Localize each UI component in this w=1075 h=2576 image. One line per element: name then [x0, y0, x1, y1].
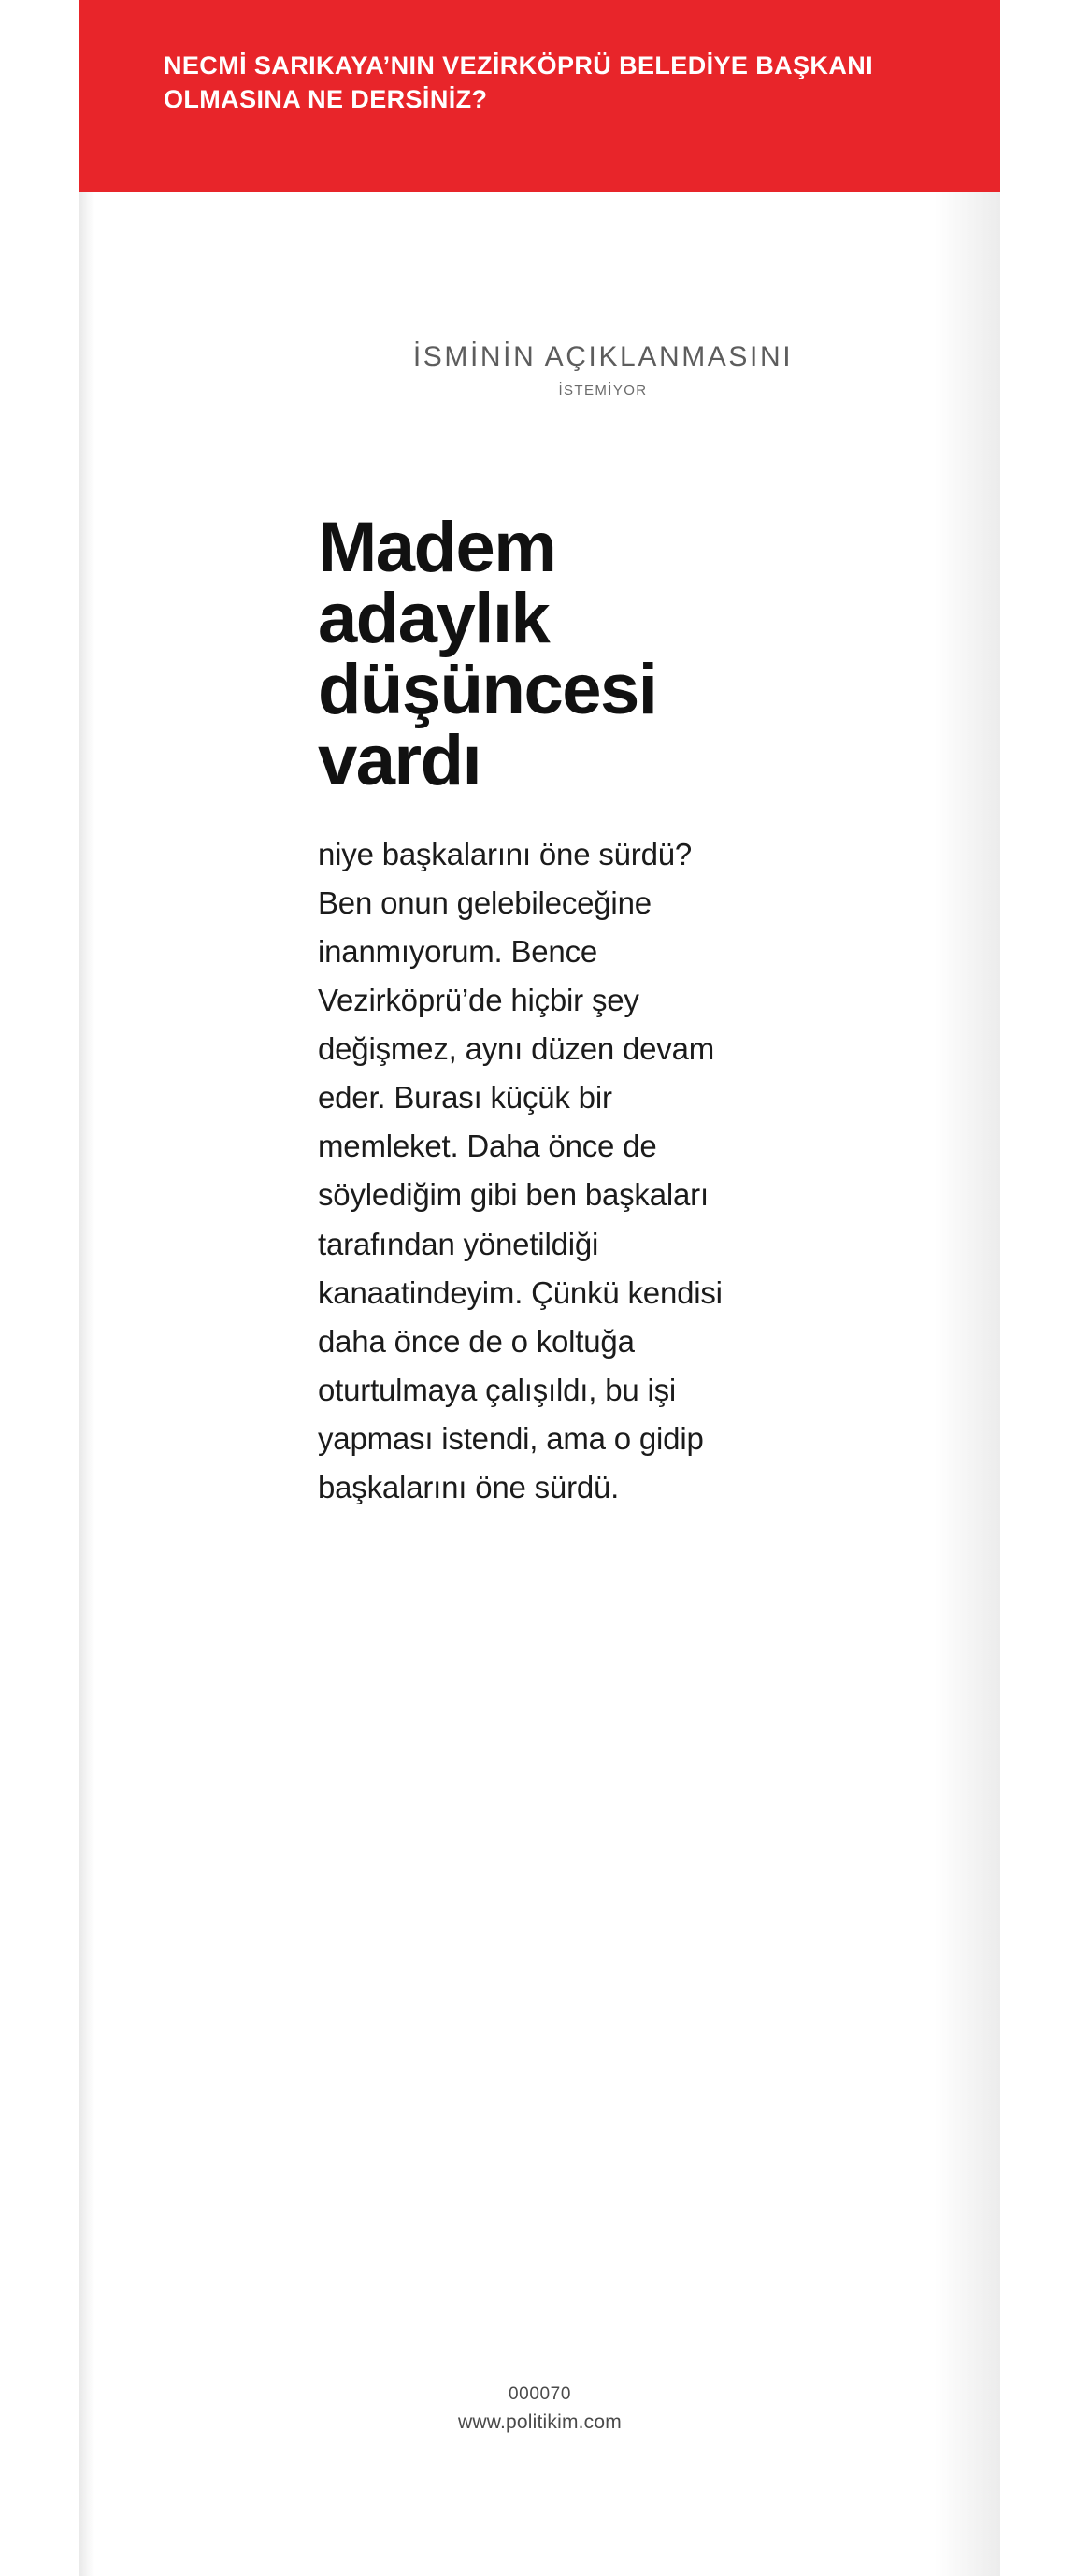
card-left-edge-shadow: [79, 192, 94, 2576]
footer-website: www.politikim.com: [458, 2411, 622, 2433]
page-footer: [79, 2384, 1000, 2434]
source-attribution: [318, 341, 888, 398]
card-right-edge-shadow: [935, 192, 1000, 2576]
article-body: niye başkalarını öne sürdü? Ben onun gelebileceğine inanmıyorum. Bence Vezirköprü’de hiçbir şey değişmez, aynı düzen devam eder. Burası küçük bir memleket. Daha önce de söylediğim gibi ben başkaları tarafından yönetildiği kanaatindeyim. Çünkü kendisi daha önce de o koltuğa oturtulmaya çalışıldı, bu işi yapması istendi, ama o gidip başkalarını öne sürdü.: [318, 836, 723, 1505]
page-title: NECMİ SARIKAYA’NIN VEZİRKÖPRÜ BELEDİYE BAŞKANI OLMASINA NE DERSİNİZ?: [164, 51, 874, 114]
article-column: [318, 192, 888, 1512]
footer-code: 000070: [508, 2384, 571, 2404]
article-deck: Madem adaylık düşüncesi vardı: [318, 507, 657, 800]
source-line-primary: İSMİNİN AÇIKLANMASINI: [412, 341, 794, 372]
source-line-secondary: İSTEMİYOR: [558, 381, 648, 398]
content-card: [79, 192, 1000, 2576]
header-banner: [79, 0, 1000, 192]
